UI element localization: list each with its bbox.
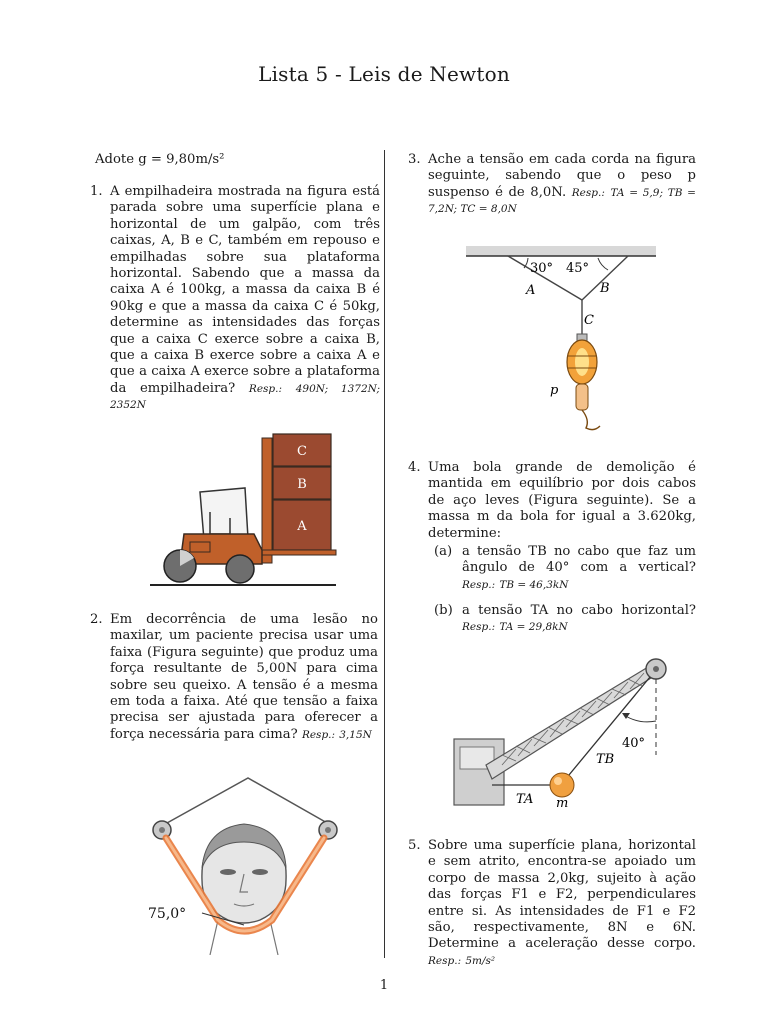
resp-label: Resp.:: [571, 186, 605, 199]
resp-label: Resp.:: [428, 954, 462, 967]
cab-window: [200, 488, 248, 540]
angle-arc-b: [598, 258, 608, 270]
problem-5: [408, 838, 696, 969]
boom-pulley-hub: [653, 666, 659, 672]
resp-value: 3,15N: [339, 728, 372, 741]
subitem-b: [434, 603, 696, 636]
support-wire: [158, 778, 336, 828]
box-b-label: B: [297, 477, 307, 492]
mast: [262, 438, 272, 563]
lamp-bulb: [575, 348, 589, 376]
subitem-text: a tensão TB no cabo que faz um ângulo de 40° com a vertical?: [462, 544, 696, 576]
angle-label: 75,0°: [148, 906, 187, 922]
forklift-figure: [150, 430, 340, 590]
body-panel: [190, 542, 210, 552]
fork-platform: [254, 550, 336, 555]
label-a: A: [526, 283, 536, 298]
problem-text: Sobre uma superfície plana, horizontal e sem atrito, encontra-se apoiado um corpo de massa 2,0kg, sujeito à ação das forças F1 e F2, perpendiculares entre si. As intensidades de F1 e F2 são, respectivamente, 8N e 6N. Determine a aceleração desse corpo.: [428, 838, 696, 952]
problem-text: Ache a tensão em cada corda na figura seguinte, sabendo que o peso p suspenso é de 8,0N.: [428, 152, 696, 200]
problem-2: [90, 612, 378, 743]
problem-1: [90, 184, 381, 414]
resp-value: 490N; 1372N; 2352N: [110, 382, 381, 412]
problem-text: A empilhadeira mostrada na figura está parada sobre uma superfície plana e horizontal de um galpão, com três caixas, A, B e C, também em repouso e empilhadas sobre sua plataforma horizontal. Sabendo que a massa da caixa A é 100kg, a massa da caixa B é 90kg e que a massa da caixa C é 50kg, determine as intensidades das forças que a caixa C exerce sobre a caixa B, que a caixa B exerce sobre a caixa A e que a caixa A exerce sobre a plataforma da empilhadeira?: [110, 184, 380, 396]
problem-number: 5.: [408, 838, 421, 853]
m-label: m: [556, 796, 569, 811]
column-divider: [384, 150, 385, 958]
ta-label: TA: [516, 792, 534, 807]
resp-value: TB = 46,3kN: [499, 578, 569, 591]
angle-arc: [624, 715, 656, 722]
angle-a-label: 30°: [530, 261, 554, 276]
problem-text: Uma bola grande de demolição é mantida em equilíbrio por dois cabos de aço leves (Figura seguinte). Se a massa m da bola for igual a 3.620kg, determine:: [428, 460, 696, 541]
resp-value: TA = 29,8kN: [499, 621, 568, 634]
lamp-cord: [582, 410, 600, 430]
left-eye: [220, 869, 236, 875]
box-c-label: C: [297, 444, 307, 459]
problem-number: 4.: [408, 460, 421, 475]
adote-line: Adote g = 9,80m/s²: [95, 152, 225, 167]
page-number: 1: [379, 978, 389, 993]
tb-label: TB: [596, 752, 615, 767]
subitem-label: (a): [434, 544, 453, 559]
ball-highlight: [554, 777, 562, 785]
problem-number: 3.: [408, 152, 421, 167]
resp-label: Resp.:: [462, 621, 496, 634]
resp-label: Resp.:: [248, 382, 283, 395]
resp-value: TA = 5,9; TB = 7,2N; TC = 8,0N: [428, 186, 696, 216]
problem-number: 1.: [90, 184, 103, 199]
label-b: B: [600, 281, 610, 296]
left-pulley-hub: [159, 827, 165, 833]
document-title: Lista 5 - Leis de Newton: [258, 62, 510, 86]
angle-b-label: 45°: [566, 261, 590, 276]
problem-text: Em decorrência de uma lesão no maxilar, um paciente precisa usar uma faixa (Figura seguinte) que produz uma força resultante de 5,00N para cima sobre seu queixo. A tensão é a mesma em toda a faixa. Até que tensão a faixa precisa ser ajustada para oferecer a força necessária para cima?: [110, 612, 378, 742]
right-eye: [252, 869, 268, 875]
problem-4: [408, 460, 696, 542]
label-p: p: [550, 383, 559, 398]
hanging-lamp-figure: [462, 244, 662, 434]
resp-label: Resp.:: [301, 728, 336, 741]
resp-label: Resp.:: [462, 578, 496, 591]
label-c: C: [584, 313, 594, 328]
front-wheel: [226, 555, 254, 583]
subitem-a: [434, 544, 696, 593]
jaw-strap-figure: [140, 770, 360, 955]
problem-number: 2.: [90, 612, 103, 627]
right-pulley-hub: [325, 827, 331, 833]
subitem-label: (b): [434, 603, 453, 618]
wrecking-ball: [550, 773, 574, 797]
angle-label: 40°: [622, 736, 646, 751]
ceiling: [466, 246, 656, 256]
box-a-label: A: [297, 519, 307, 534]
resp-value: 5m/s²: [465, 954, 496, 967]
subitem-text: a tensão TA no cabo horizontal?: [462, 603, 696, 618]
crane-figure: [452, 655, 692, 815]
lamp-handle: [576, 384, 588, 410]
problem-3: [408, 152, 696, 218]
